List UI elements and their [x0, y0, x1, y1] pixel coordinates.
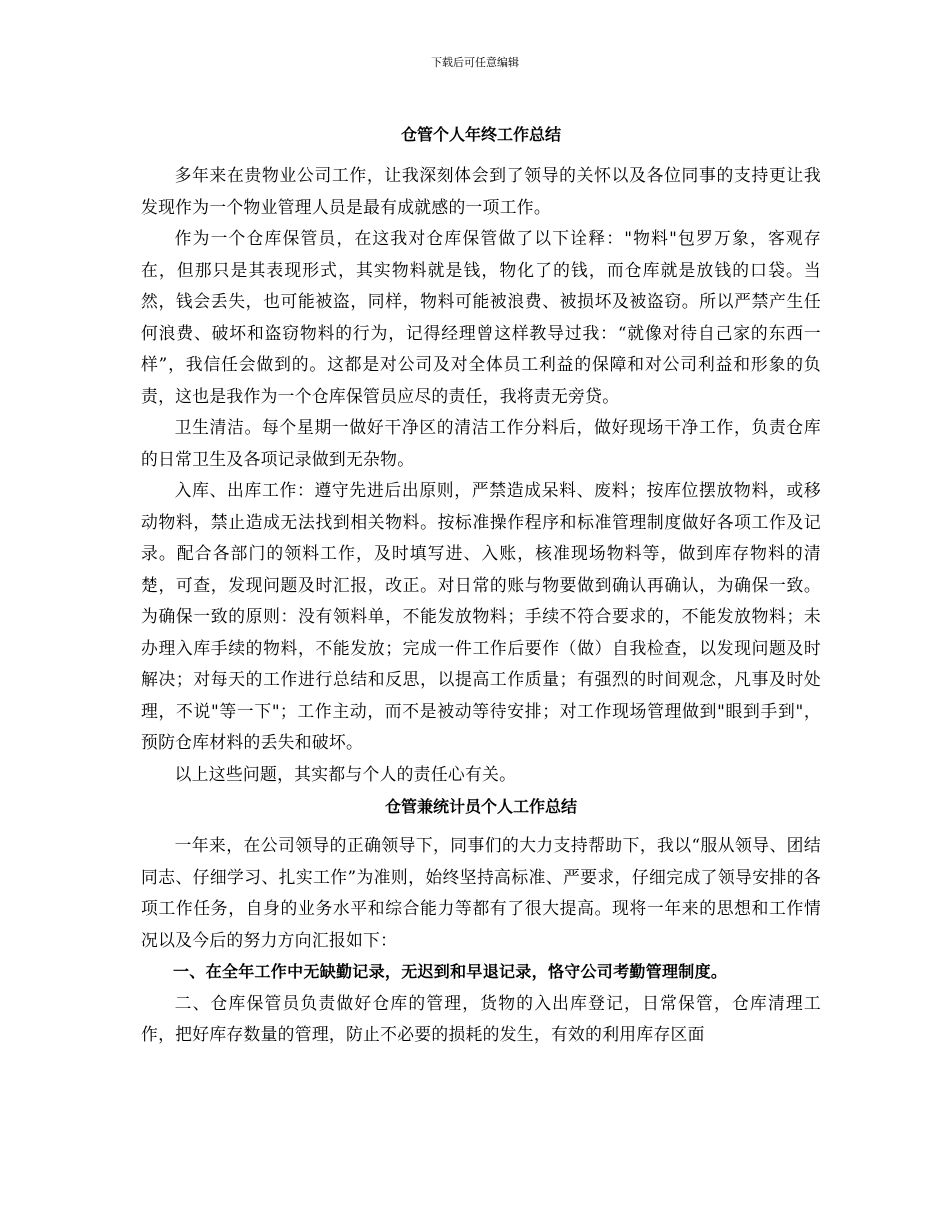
section2-title: 仓管兼统计员个人工作总结	[384, 797, 577, 816]
section2-paragraph: 一年来，在公司领导的正确领导下，同事们的大力支持帮助下，我以“服从领导、团结同志、仔细学习、扎实工作”为准则，始终坚持高标准、严要求，仔细完成了领导安排的各项工作任务，自身的业务水平和综合能力等都有了很大提高。现将一年来的思想和工作情况以及今后的努力方向汇报如下：	[141, 835, 821, 950]
section1-paragraph: 卫生清洁。每个星期一做好干净区的清洁工作分料后，做好现场干净工作，负责仓库的日常卫生及各项记录做到无杂物。	[141, 417, 821, 469]
section2-paragraph: 二、仓库保管员负责做好仓库的管理，货物的入出库登记，日常保管，仓库清理工作，把好库存数量的管理，防止不必要的损耗的发生，有效的利用库存区面	[141, 992, 821, 1044]
section1-paragraph: 作为一个仓库保管员，在这我对仓库保管做了以下诠释："物料"包罗万象，客观存在，但那只是其表现形式，其实物料就是钱，物化了的钱，而仓库就是放钱的口袋。当然，钱会丢失，也可能被盗，同样，物料可能被浪费、被损坏及被盗窃。所以严禁产生任何浪费、破坏和盗窃物料的行为，记得经理曾这样教导过我：“就像对待自己家的东西一样”，我信任会做到的。这都是对公司及对全体员工利益的保障和对公司利益和形象的负责，这也是我作为一个仓库保管员应尽的责任，我将责无旁贷。	[141, 228, 821, 406]
section1-title: 仓管个人年终工作总结	[400, 125, 561, 144]
document-body	[141, 118, 821, 1051]
section1-paragraph: 以上这些问题，其实都与个人的责任心有关。	[174, 763, 517, 784]
section1-paragraph: 入库、出库工作：遵守先进后出原则，严禁造成呆料、废料；按库位摆放物料，或移动物料，禁止造成无法找到相关物料。按标准操作程序和标准管理制度做好各项工作及记录。配合各部门的领料工作，及时填写进、入账，核准现场物料等，做到库存物料的清楚，可查，发现问题及时汇报，改正。对日常的账与物要做到确认再确认，为确保一致。为确保一致的原则：没有领料单，不能发放物料；手续不符合要求的，不能发放物料；未办理入库手续的物料，不能发放；完成一件工作后要作（做）自我检查，以发现问题及时解决；对每天的工作进行总结和反思，以提高工作质量；有强烈的时间观念，凡事及时处理，不说"等一下"；工作主动，而不是被动等待安排；对工作现场管理做到"眼到手到"，预防仓库材料的丢失和破坏。	[141, 480, 821, 752]
header-note: 下载后可任意编辑	[431, 56, 519, 69]
section1-paragraph: 多年来在贵物业公司工作，让我深刻体会到了领导的关怀以及各位同事的支持更让我发现作为一个物业管理人员是最有成就感的一项工作。	[141, 165, 821, 217]
section2-bold-paragraph: 一、在全年工作中无缺勤记录，无迟到和早退记录，恪守公司考勤管理制度。	[173, 962, 728, 981]
